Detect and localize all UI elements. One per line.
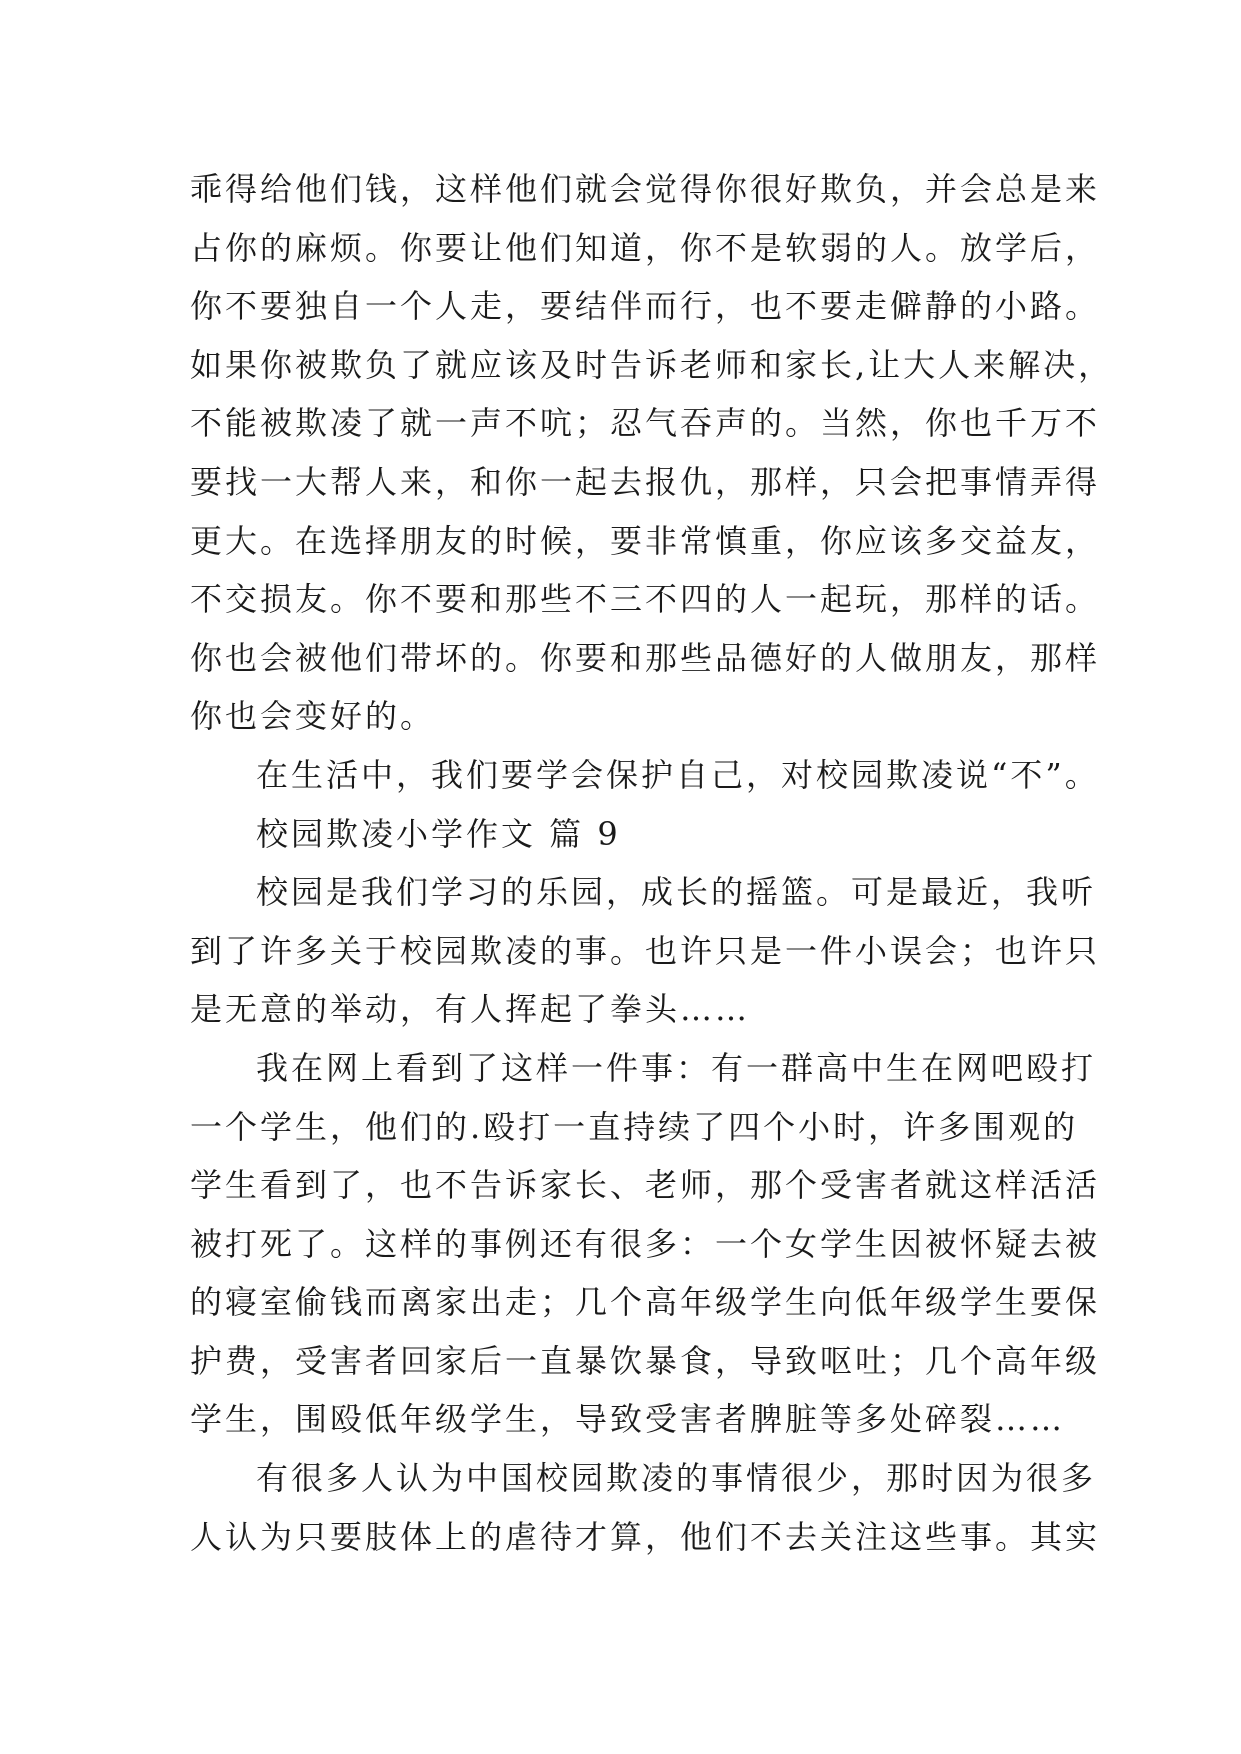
text-line: 如果你被欺负了就应该及时告诉老师和家长,让大人来解决， [190,345,1114,384]
text-line: 乖得给他们钱，这样他们就会觉得你很好欺负，并会总是来 [190,170,1101,208]
text-line: 学生，围殴低年级学生，导致受害者脾脏等多处碎裂…… [190,1400,1066,1439]
paragraph-line: 有很多人认为中国校园欺凌的事情很少，那时因为很多 [256,1459,1097,1498]
text-line: 你也会被他们带坏的。你要和那些品德好的人做朋友，那样 [190,638,1101,677]
document-body [190,160,1114,1566]
text-line: 一个学生，他们的.殴打一直持续了四个小时，许多围观的 [190,1107,1079,1146]
text-line: 学生看到了，也不告诉家长、老师，那个受害者就这样活活 [190,1166,1101,1205]
paragraph-line: 校园是我们学习的乐园，成长的摇篮。可是最近，我听 [256,873,1097,912]
paragraph-line: 在生活中，我们要学会保护自己，对校园欺凌说“不”。 [256,755,1100,794]
text-line: 你也会变好的。 [190,697,436,736]
text-line: 不能被欺凌了就一声不吭；忍气吞声的。当然，你也千万不 [190,404,1101,443]
paragraph-line: 我在网上看到了这样一件事：有一群高中生在网吧殴打 [256,1048,1097,1087]
text-line: 要找一大帮人来，和你一起去报仇，那样，只会把事情弄得 [190,462,1101,501]
section-heading: 校园欺凌小学作文 篇 9 [256,814,621,853]
text-line: 的寝室偷钱而离家出走；几个高年级学生向低年级学生要保 [190,1283,1101,1322]
text-line: 被打死了。这样的事例还有很多：一个女学生因被怀疑去被 [190,1224,1101,1263]
text-line: 人认为只要肢体上的虐待才算，他们不去关注这些事。其实 [190,1517,1101,1556]
text-line: 你不要独自一个人走，要结伴而行，也不要走僻静的小路。 [190,287,1101,326]
text-line: 到了许多关于校园欺凌的事。也许只是一件小误会；也许只 [190,931,1101,970]
text-line: 护费，受害者回家后一直暴饮暴食，导致呕吐；几个高年级 [190,1341,1101,1380]
text-line: 是无意的举动，有人挥起了拳头…… [190,990,751,1029]
text-line: 不交损友。你不要和那些不三不四的人一起玩，那样的话。 [190,580,1101,619]
text-line: 占你的麻烦。你要让他们知道，你不是软弱的人。放学后， [190,228,1101,267]
text-line: 更大。在选择朋友的时候，要非常慎重，你应该多交益友， [190,521,1101,560]
